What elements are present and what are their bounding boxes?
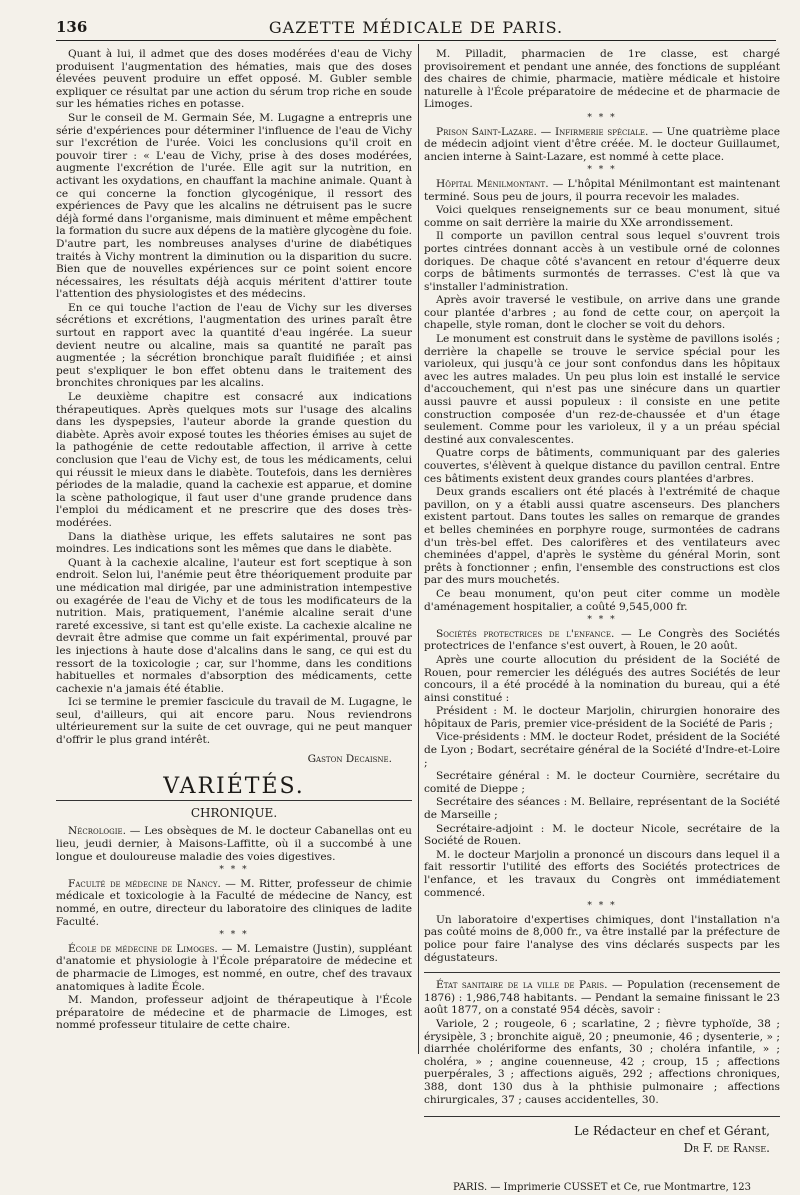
- stars-separator: * * *: [219, 865, 249, 876]
- news-heading: Faculté de médecine de Nancy.: [68, 877, 221, 890]
- news-item: [56, 878, 412, 928]
- page-header: [56, 18, 776, 41]
- paragraph: M. Pilladit, pharmacien de 1re classe, est chargé provisoirement et pendant une année, des fonctions de suppléant des chaires de chimie, pharmacie, matière médicale et histoire naturelle à l'École préparatoire de médecine et de pharmacie de Limoges.: [424, 48, 780, 111]
- news-text: — Population (recensement de 1876) : 1,986,748 habitants. — Pendant la semaine finissant le 23 août 1877, on a constaté 954 décès, savoir :: [424, 979, 780, 1017]
- paragraph: M. le docteur Marjolin a prononcé un discours dans lequel il a fait ressortir l'utilité des efforts des Sociétés protectrices de l'enfance, et les travaux du Congrès ont immédiatement commencé.: [424, 848, 780, 899]
- paragraph: Deux grands escaliers ont été placés à l'extrémité de chaque pavillon, on y a établi aussi quatre ascenseurs. Des planchers existent partout. Dans toutes les salles on remarque de grandes et belles cheminées en porphyre rouge, surmontées de cadrans d'un très-bel effet. Des calorifères et des ventilateurs avec cheminées d'appel, d'après le système du général Morin, sont prêts à fonctionner ; enfin, l'ensemble des constructions est clos par des murs mouchetés.: [424, 486, 780, 587]
- paragraph: Quant à la cachexie alcaline, l'auteur est fort sceptique à son endroit. Selon lui, l'anémie peut être théoriquement produite par une médication mal dirigée, par une administration intempestive ou exagérée de l'eau de Vichy et de tous les modificateurs de la nutrition. Mais, pratiquement, l'anémie alcaline serait d'une rareté excessive, si tant est qu'elle existe. La cachexie alcaline ne devrait être admise que comme un fait expérimental, prouvé par les injections à haute dose d'alcalins dans le sang, ce qui est du ressort de la toxicologie ; car, sur l'homme, dans les conditions habituelles et normales d'absorption des médicaments, cette cachexie n'a jamais été établie.: [56, 556, 412, 695]
- paragraph: Dans la diathèse urique, les effets salutaires ne sont pas moindres. Les indications sont les mêmes que dans le diabète.: [56, 530, 412, 556]
- stars-separator: * * *: [587, 112, 617, 123]
- paragraph: Sur le conseil de M. Germain Sée, M. Lugagne a entrepris une série d'expériences pour déterminer l'influence de l'eau de Vichy sur l'excrétion de l'urée. Voici les conclusions qu'il croit en pouvoir tirer : « L'eau de Vichy, prise à des doses modérées, augmente l'excrétion de l'urée. Elle agit sur la nutrition, en activant les oxydations, en chauffant la machine animale. Quant à ce qui concerne la fonction glycogénique, il ressort des expériences de Pavy que les alcalins ne détruisent pas le sucre déjà formé dans l'organisme, mais diminuent et même empêchent la formation du sucre aux dépens de la matière glycogène du foie. D'autre part, les nombreuses analyses d'urine de diabétiques traités à Vichy montrent la diminution ou la disparition du sucre. Bien que de nouvelles expériences sur ce point soient encore nécessaires, les résultats déjà acquis méritent d'attirer toute l'attention des physiologistes et des médecins.: [56, 111, 412, 301]
- paragraph: Le deuxième chapitre est consacré aux indications thérapeutiques. Après quelques mots sur l'usage des alcalins dans les dyspepsies, l'auteur aborde la grande question du diabète. Après avoir exposé toutes les théories émises au sujet de la pathogénie de cette redoutable affection, il arrive à cette conclusion que l'eau de Vichy est, de tous les médicaments, celui qui réussit le mieux dans le diabète. Toutefois, dans les dernières périodes de la maladie, quand la cachexie est apparue, et domine la scène pathologique, il faut user d'une grande prudence dans l'emploi du médicament et ne prescrire que des doses très-modérées.: [56, 391, 412, 529]
- news-heading: Nécrologie.: [68, 825, 126, 838]
- stars-separator: * * *: [587, 901, 617, 912]
- author-signature: Gaston Decaisne.: [307, 752, 392, 765]
- news-text: — M. Ritter, professeur de chimie médicale et toxicologie à la Faculté de médecine de Nancy, est nommé, en outre, directeur du laboratoire des cliniques de ladite Faculté.: [56, 877, 412, 928]
- stars-separator: * * *: [587, 615, 617, 626]
- paragraph: Il comporte un pavillon central sous lequel s'ouvrent trois portes cintrées donnant accès à un vestibule orné de colonnes doriques. De chaque côté s'avancent en retour d'équerre deux corps de bâtiments surmontés de terrasses. C'est là que va s'installer l'administration.: [424, 230, 780, 293]
- paragraph: Quatre corps de bâtiments, communiquant par des galeries couvertes, s'élèvent à quelque distance du pavillon central. Entre ces bâtiments existent deux grandes cours plantées d'arbres.: [424, 447, 780, 485]
- news-heading: Sociétés protectrices de l'enfance.: [436, 627, 615, 640]
- divider: [424, 1116, 780, 1117]
- right-column: [424, 48, 781, 1194]
- paragraph: Secrétaire-adjoint : M. le docteur Nicole, secrétaire de la Société de Rouen.: [424, 822, 780, 848]
- news-item: [56, 994, 412, 1032]
- paragraph: Vice-présidents : MM. le docteur Rodet, président de la Société de Lyon ; Bodart, secrétaire général de la Société d'Indre-et-Loire ;: [424, 731, 780, 769]
- stars-separator: * * *: [219, 930, 249, 941]
- news-item: [424, 979, 780, 1017]
- column-divider: [418, 44, 419, 1054]
- editor-title: Le Rédacteur en chef et Gérant,: [574, 1124, 770, 1139]
- left-column: [56, 48, 412, 1048]
- news-heading: État sanitaire de la ville de Paris.: [436, 979, 608, 992]
- paragraph: Président : M. le docteur Marjolin, chirurgien honoraire des hôpitaux de Paris, premier vice-président de la Société de Paris ;: [424, 705, 780, 730]
- divider: [424, 972, 780, 973]
- news-item: [424, 628, 780, 653]
- paragraph: Après une courte allocution du président de la Société de Rouen, pour remercier les délégués des autres Sociétés de leur concours, il a été procédé à la nomination du bureau, qui a été ainsi constitué :: [424, 653, 780, 704]
- news-text: — L'hôpital Ménilmontant est maintenant terminé. Sous peu de jours, il pourra recevoir les malades.: [424, 177, 781, 203]
- paragraph: En ce qui touche l'action de l'eau de Vichy sur les diverses sécrétions et excrétions, l'augmentation des urines paraît être surtout en rapport avec la quantité d'eau ingérée. La sueur devient neutre ou alcaline, mais sa quantité ne paraît pas augmentée ; la sécrétion bronchique paraît fluidifiée ; et ainsi peut s'expliquer le bon effet obtenu dans le traitement des bronchites chroniques par les alcalins.: [56, 301, 412, 390]
- paragraph: Après avoir traversé le vestibule, on arrive dans une grande cour plantée d'arbres ; au fond de cette cour, on aperçoit la chapelle, style roman, dont le clocher se voit du dehors.: [424, 294, 780, 332]
- editor-name: Dr F. de Ranse.: [683, 1141, 770, 1156]
- paragraph: Secrétaire des séances : M. Bellaire, représentant de la Société de Marseille ;: [424, 796, 780, 822]
- paragraph: Le monument est construit dans le système de pavillons isolés ; derrière la chapelle se trouve le service spécial pour les varioleux, qui jusqu'à ce jour sont confondus dans les hôpitaux avec les autres malades. Un peu plus loin est installé le service d'accouchement, qui n'est pas une sinécure dans un quartier aussi pauvre et aussi populeux : il consiste en une petite construction composée d'un rez-de-chaussée et d'un étage seulement. Comme pour les varioleux, il y a un préau spécial destiné aux convalescentes.: [424, 333, 780, 446]
- news-text: M. Mandon, professeur adjoint de thérapeutique à l'École préparatoire de médecine et de pharmacie de Limoges, est nommé professeur titulaire de cette chaire.: [56, 994, 412, 1032]
- paragraph: Secrétaire général : M. le docteur Cournière, secrétaire du comité de Dieppe ;: [424, 770, 780, 795]
- news-text: — Une quatrième place de médecin adjoint vient d'être créée. M. le docteur Guillaumet, ancien interne à Saint-Lazare, est nommé à cette place.: [424, 125, 780, 163]
- news-heading: École de médecine de Limoges.: [68, 942, 218, 955]
- printer-imprint: PARIS. — Imprimerie CUSSET et Ce, rue Montmartre, 123: [452, 1182, 752, 1194]
- news-text: — Le Congrès des Sociétés protectrices de l'enfance s'est ouvert, à Rouen, le 20 août.: [424, 627, 780, 653]
- stars-separator: * * *: [587, 165, 617, 176]
- page-number: 136: [56, 18, 88, 36]
- news-item: [56, 825, 412, 863]
- section-subtitle: CHRONIQUE.: [190, 805, 278, 820]
- paragraph: Ici se termine le premier fascicule du travail de M. Lugagne, le seul, d'ailleurs, qui ait encore paru. Nous reviendrons ultérieurement sur la suite de cet ouvrage, qui ne peut manquer d'offrir le plus grand intérêt.: [56, 696, 412, 747]
- news-heading: Prison Saint-Lazare. — Infirmerie spéciale.: [436, 125, 649, 138]
- news-item: [56, 943, 412, 993]
- news-text: — Les obsèques de M. le docteur Cabanellas ont eu lieu, jeudi dernier, à Maisons-Laffitte, où il a succombé à une longue et douloureuse maladie des voies digestives.: [56, 825, 412, 863]
- news-heading: Hôpital Ménilmontant.: [436, 177, 549, 190]
- paragraph: Variole, 2 ; rougeole, 6 ; scarlatine, 2 ; fièvre typhoïde, 38 ; érysipèle, 3 ; bronchite aiguë, 20 ; pneumonie, 46 ; dysenterie, » ; diarrhée cholériforme des enfants, 30 ; choléra infantile, » ; choléra, » ; angine couenneuse, 42 ; croup, 15 ; affections puerpérales, 3 ; affections aiguës, 292 ; affections chroniques, 388, dont 130 dus à la phthisie pulmonaire ; affections chirurgicales, 37 ; causes accidentelles, 30.: [424, 1017, 780, 1106]
- news-text: — M. Lemaistre (Justin), suppléant d'anatomie et physiologie à l'École préparatoire de médecine et de pharmacie de Limoges, est nommé, en outre, chef des travaux anatomiques à ladite École.: [56, 942, 412, 993]
- news-item: [424, 178, 780, 203]
- paragraph: Quant à lui, il admet que des doses modérées d'eau de Vichy produisent l'augmentation des hématies, mais que des doses élevées peuvent produire un effet opposé. M. Gubler semble expliquer ce résultat par une action du sérum trop riche en soude sur les hématies riches en potasse.: [56, 48, 412, 111]
- paragraph: Un laboratoire d'expertises chimiques, dont l'installation n'a pas coûté moins de 8,000 fr., va être installé par la préfecture de police pour faire l'analyse des vins déclarés suspects par les dégustateurs.: [424, 913, 780, 964]
- news-item: [424, 126, 780, 164]
- journal-title: GAZETTE MÉDICALE DE PARIS.: [268, 18, 564, 37]
- paragraph: Voici quelques renseignements sur ce beau monument, situé comme on sait derrière la mairie du XXe arrondissement.: [424, 204, 780, 229]
- section-title: VARIÉTÉS.: [56, 781, 412, 801]
- paragraph: Ce beau monument, qu'on peut citer comme un modèle d'aménagement hospitalier, a coûté 9,545,000 fr.: [424, 587, 780, 613]
